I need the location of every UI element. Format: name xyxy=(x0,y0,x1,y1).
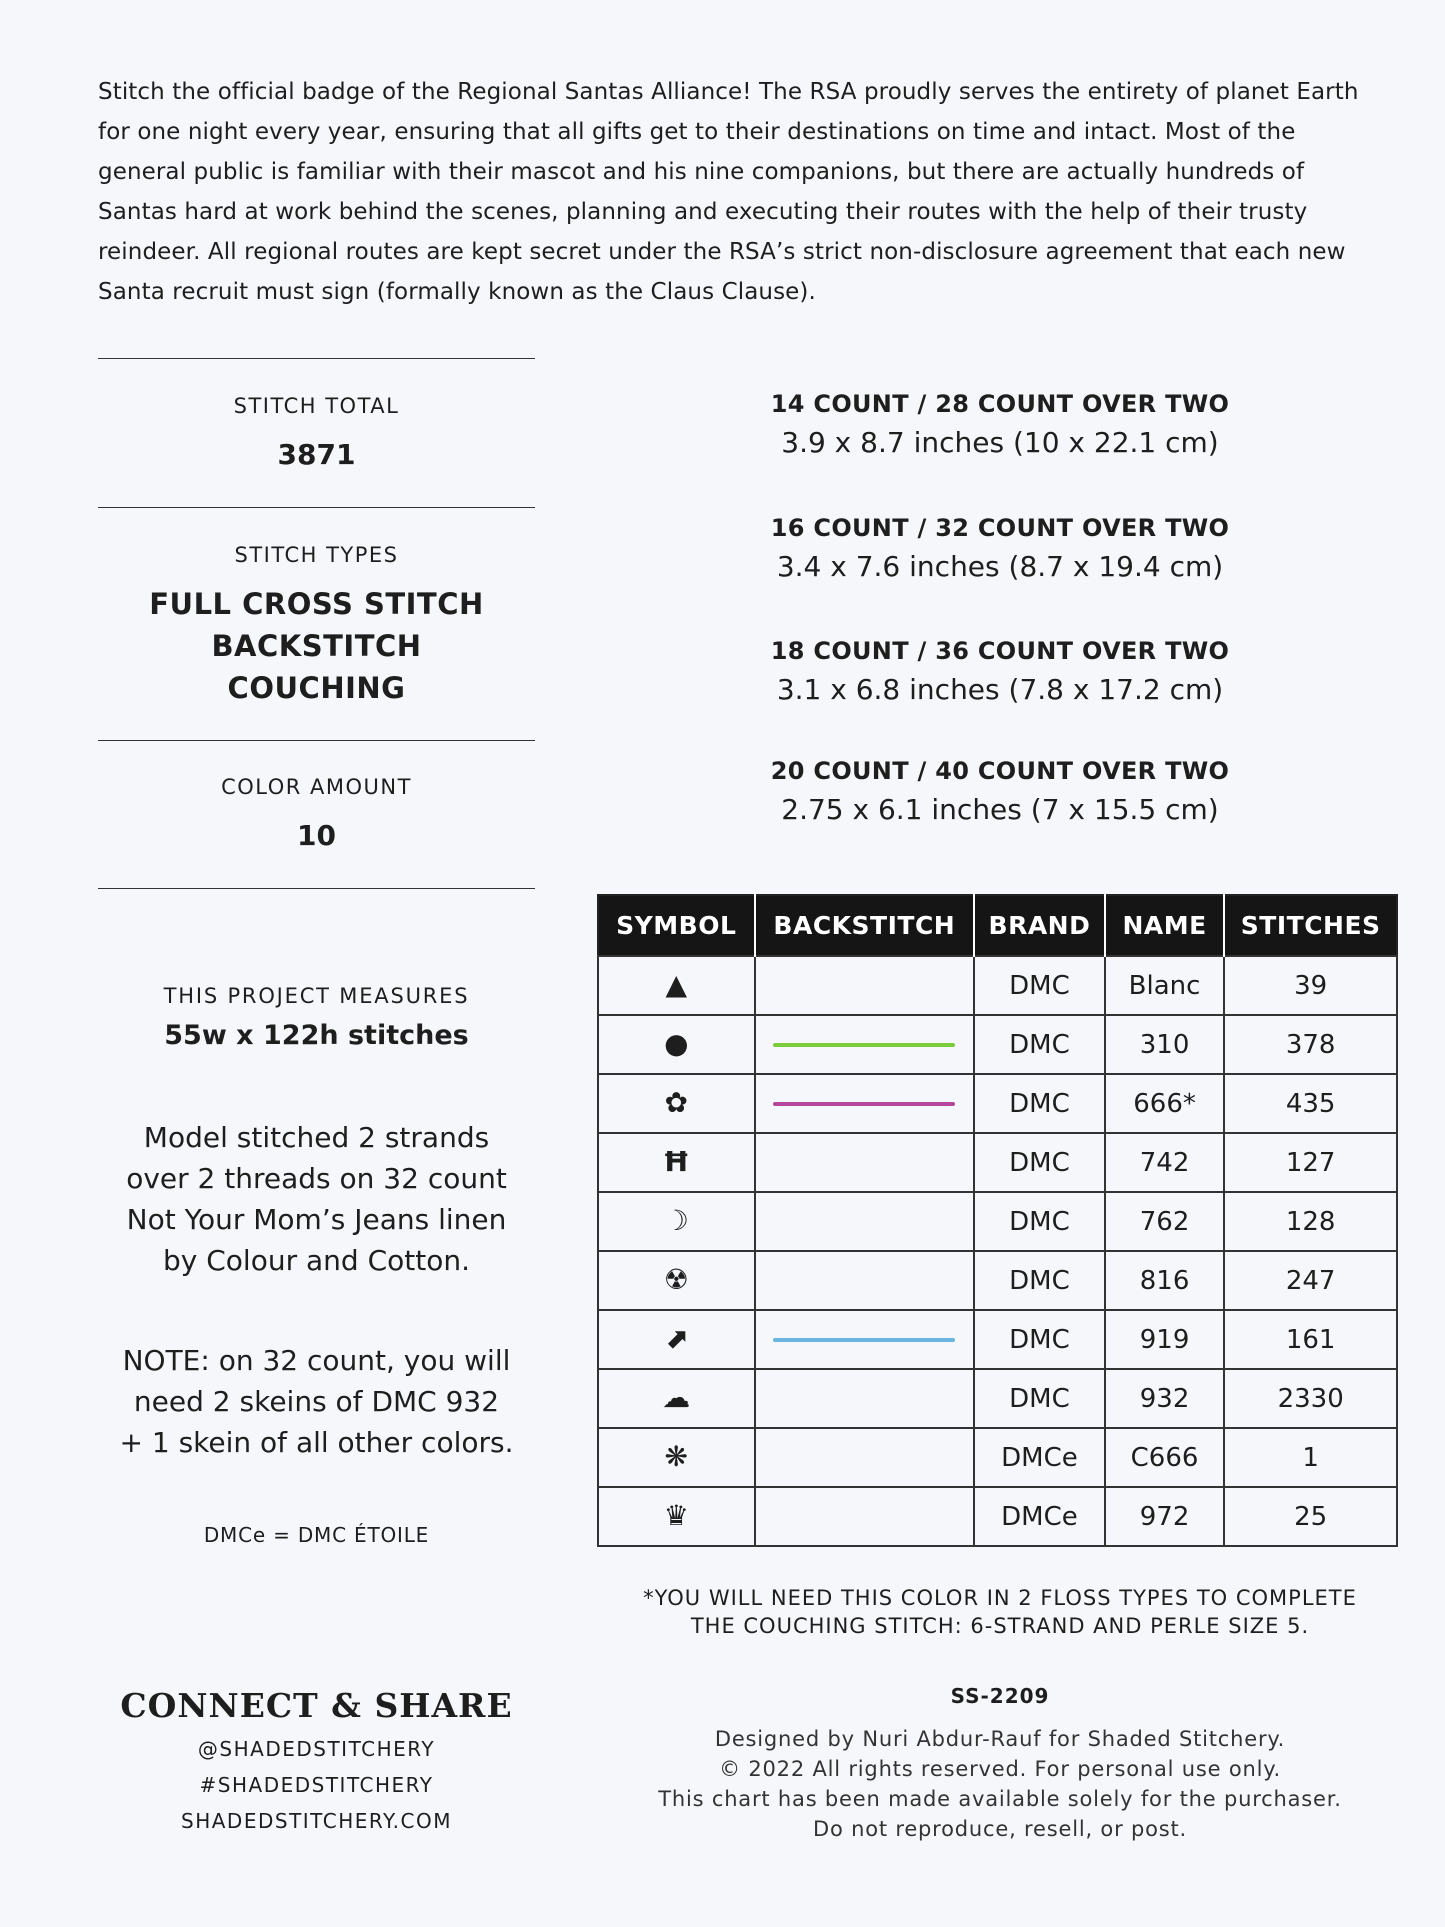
count-heading: 20 COUNT / 40 COUNT OVER TWO xyxy=(770,757,1230,785)
stitch-types-block xyxy=(98,543,535,709)
divider xyxy=(98,888,535,889)
connect-title: CONNECT & SHARE xyxy=(120,1686,513,1725)
table-row xyxy=(598,1192,1397,1251)
count-size: 3.1 x 6.8 inches (7.8 x 17.2 cm) xyxy=(776,673,1224,706)
brand-cell: DMCe xyxy=(974,1428,1105,1487)
name-cell: Blanc xyxy=(1105,956,1225,1015)
color-amount-label: COLOR AMOUNT xyxy=(221,775,412,799)
name-cell: 816 xyxy=(1105,1251,1225,1310)
moon-icon: ☽ xyxy=(663,1203,689,1237)
symbol-cell xyxy=(598,1074,755,1133)
name-cell: 932 xyxy=(1105,1369,1225,1428)
social-handle[interactable]: @SHADEDSTITCHERY xyxy=(197,1737,436,1761)
table-row xyxy=(598,1015,1397,1074)
stitches-cell: 378 xyxy=(1224,1015,1397,1074)
brand-cell: DMC xyxy=(974,1310,1105,1369)
table-row xyxy=(598,1133,1397,1192)
note-line: NOTE: on 32 count, you will xyxy=(122,1344,511,1377)
backstitch-cell xyxy=(755,1487,975,1546)
circle-icon: ● xyxy=(664,1026,689,1060)
header-stitches: STITCHES xyxy=(1224,895,1397,956)
model-line: Model stitched 2 strands xyxy=(143,1121,490,1154)
stitches-cell: 2330 xyxy=(1224,1369,1397,1428)
measures-value: 55w x 122h stitches xyxy=(164,1020,469,1051)
count-heading: 16 COUNT / 32 COUNT OVER TWO xyxy=(770,514,1230,542)
name-cell: 762 xyxy=(1105,1192,1225,1251)
symbol-cell xyxy=(598,1369,755,1428)
ladder-icon: Ħ xyxy=(662,1144,690,1178)
model-info xyxy=(98,1117,535,1281)
header-brand: BRAND xyxy=(974,895,1105,956)
brand-cell: DMCe xyxy=(974,1487,1105,1546)
header-name: NAME xyxy=(1105,895,1225,956)
credits-line: Do not reproduce, resell, or post. xyxy=(812,1817,1188,1841)
stitches-cell: 247 xyxy=(1224,1251,1397,1310)
connect-share xyxy=(98,1686,535,1833)
name-cell: 310 xyxy=(1105,1015,1225,1074)
footnote-line: THE COUCHING STITCH: 6-STRAND AND PERLE SIZE 5. xyxy=(690,1614,1310,1638)
floss-key-table xyxy=(597,894,1398,1547)
table-row xyxy=(598,1369,1397,1428)
brand-cell: DMC xyxy=(974,956,1105,1015)
name-cell: 742 xyxy=(1105,1133,1225,1192)
footnote-line: *YOU WILL NEED THIS COLOR IN 2 FLOSS TYPES TO COMPLETE xyxy=(643,1586,1357,1610)
table-row xyxy=(598,1310,1397,1369)
pattern-code: SS-2209 xyxy=(950,1684,1050,1708)
brand-cell: DMC xyxy=(974,1192,1105,1251)
diagonal-arrow-icon: ⬈ xyxy=(664,1321,689,1355)
backstitch-cell xyxy=(755,1369,975,1428)
backstitch-cell xyxy=(755,956,975,1015)
model-line: Not Your Mom’s Jeans linen xyxy=(126,1203,507,1236)
stitch-types-list xyxy=(98,583,535,709)
note-line: + 1 skein of all other colors. xyxy=(119,1426,514,1459)
name-cell: 919 xyxy=(1105,1310,1225,1369)
table-row xyxy=(598,1074,1397,1133)
backstitch-cell xyxy=(755,1428,975,1487)
symbol-cell xyxy=(598,1192,755,1251)
backstitch-cell xyxy=(755,1251,975,1310)
backstitch-line xyxy=(773,1102,955,1106)
credits-line: Designed by Nuri Abdur-Rauf for Shaded Stitchery. xyxy=(714,1727,1286,1751)
count-heading: 18 COUNT / 36 COUNT OVER TWO xyxy=(770,637,1230,665)
dmce-legend: DMCe = DMC ÉTOILE xyxy=(203,1523,430,1547)
count-heading: 14 COUNT / 28 COUNT OVER TWO xyxy=(770,390,1230,418)
table-row xyxy=(598,1251,1397,1310)
color-amount-block xyxy=(98,775,535,852)
count-block xyxy=(740,637,1260,706)
model-line: over 2 threads on 32 count xyxy=(126,1162,507,1195)
count-size: 3.9 x 8.7 inches (10 x 22.1 cm) xyxy=(781,426,1219,459)
cloud-icon: ☁ xyxy=(662,1380,691,1414)
stitch-total-label: STITCH TOTAL xyxy=(233,394,400,418)
stitches-cell: 435 xyxy=(1224,1074,1397,1133)
stitch-type: BACKSTITCH xyxy=(211,629,422,663)
count-size: 2.75 x 6.1 inches (7 x 15.5 cm) xyxy=(781,793,1219,826)
stitches-cell: 39 xyxy=(1224,956,1397,1015)
project-measures xyxy=(98,984,535,1051)
model-line: by Colour and Cotton. xyxy=(163,1244,470,1277)
stitch-type: FULL CROSS STITCH xyxy=(149,587,484,621)
symbol-cell xyxy=(598,956,755,1015)
backstitch-cell xyxy=(755,1015,975,1074)
backstitch-line xyxy=(773,1043,955,1047)
flower-icon: ✿ xyxy=(664,1085,689,1119)
brand-cell: DMC xyxy=(974,1015,1105,1074)
brand-cell: DMC xyxy=(974,1251,1105,1310)
stitches-cell: 128 xyxy=(1224,1192,1397,1251)
credits-line: © 2022 All rights reserved. For personal use only. xyxy=(719,1757,1281,1781)
credits xyxy=(600,1724,1400,1844)
snowflake-icon: ❋ xyxy=(664,1439,689,1473)
symbol-cell xyxy=(598,1133,755,1192)
symbol-cell xyxy=(598,1310,755,1369)
credits-line: This chart has been made available solely for the purchaser. xyxy=(658,1787,1342,1811)
divider xyxy=(98,740,535,741)
stitch-types-label: STITCH TYPES xyxy=(234,543,399,567)
website-link[interactable]: SHADEDSTITCHERY.COM xyxy=(181,1809,452,1833)
stitches-cell: 127 xyxy=(1224,1133,1397,1192)
name-cell: 666* xyxy=(1105,1074,1225,1133)
backstitch-cell xyxy=(755,1310,975,1369)
table-row xyxy=(598,1487,1397,1546)
table-row xyxy=(598,1428,1397,1487)
table-row xyxy=(598,956,1397,1015)
name-cell: 972 xyxy=(1105,1487,1225,1546)
backstitch-cell xyxy=(755,1133,975,1192)
count-size: 3.4 x 7.6 inches (8.7 x 19.4 cm) xyxy=(776,550,1224,583)
stitch-total-block xyxy=(98,394,535,471)
brand-cell: DMC xyxy=(974,1369,1105,1428)
radiation-icon: ☢ xyxy=(663,1262,689,1296)
tree-icon: ▲ xyxy=(665,967,688,1001)
count-block xyxy=(740,757,1260,826)
stitches-cell: 1 xyxy=(1224,1428,1397,1487)
brand-cell: DMC xyxy=(974,1133,1105,1192)
couching-footnote xyxy=(600,1584,1400,1640)
social-hashtag[interactable]: #SHADEDSTITCHERY xyxy=(199,1773,434,1797)
table-header-row xyxy=(598,895,1397,956)
divider xyxy=(98,507,535,508)
header-backstitch: BACKSTITCH xyxy=(755,895,975,956)
symbol-cell xyxy=(598,1428,755,1487)
name-cell: C666 xyxy=(1105,1428,1225,1487)
symbol-cell xyxy=(598,1487,755,1546)
stitch-total-value: 3871 xyxy=(277,438,356,471)
backstitch-line xyxy=(773,1338,955,1342)
backstitch-cell xyxy=(755,1074,975,1133)
divider xyxy=(98,358,535,359)
measures-label: THIS PROJECT MEASURES xyxy=(163,984,470,1008)
stitches-cell: 161 xyxy=(1224,1310,1397,1369)
count-block xyxy=(740,390,1260,459)
symbol-cell xyxy=(598,1251,755,1310)
symbol-cell xyxy=(598,1015,755,1074)
color-amount-value: 10 xyxy=(297,819,336,852)
count-block xyxy=(740,514,1260,583)
note-line: need 2 skeins of DMC 932 xyxy=(133,1385,500,1418)
intro-text: Stitch the official badge of the Regional Santas Alliance! The RSA proudly serves the entirety of planet Earth for one night every year, ensuring that all gifts get to their destinations on time and intact. Most of the general public is familiar with their mascot and his nine companions, but there are actually hundreds of Santas hard at work behind the scenes, planning and executing their routes with the help of their trusty reindeer. All regional routes are kept secret under the RSA’s strict non-disclosure agreement that each new Santa recruit must sign (formally known as the Claus Clause). xyxy=(98,79,1359,305)
crown-icon: ♛ xyxy=(663,1498,689,1532)
intro-paragraph xyxy=(98,72,1368,312)
skein-note xyxy=(98,1340,535,1463)
brand-cell: DMC xyxy=(974,1074,1105,1133)
header-symbol: SYMBOL xyxy=(598,895,755,956)
stitch-type: COUCHING xyxy=(227,671,406,705)
backstitch-cell xyxy=(755,1192,975,1251)
stitches-cell: 25 xyxy=(1224,1487,1397,1546)
